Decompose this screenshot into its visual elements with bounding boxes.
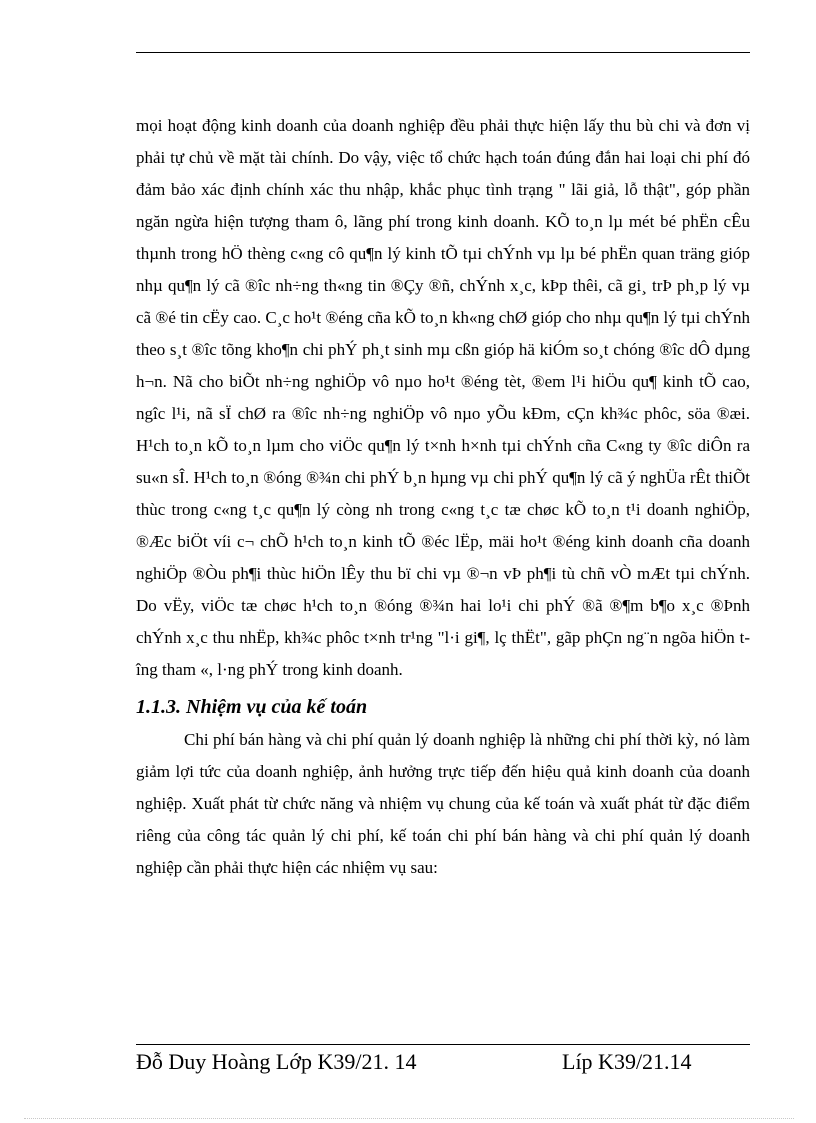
page-footer	[136, 1046, 750, 1078]
page-boundary	[24, 1118, 794, 1119]
header-rule	[136, 52, 750, 53]
page-body	[136, 110, 750, 884]
footer-class: Líp K39/21.14	[562, 1049, 692, 1074]
footer-author-class: Đỗ Duy Hoàng Lớp K39/21. 14	[136, 1049, 417, 1074]
body-paragraph: mọi hoạt động kinh doanh của doanh nghiệp đều phải thực hiện lấy thu bù chi và đơn vị phải tự chủ về mặt tài chính. Do vậy, việc tổ chức hạch toán đúng đắn hai loại chi phí đó đảm bảo xác định chính xác thu nhập, khắc phục tình trạng " lãi giả, lỗ thật", góp phần ngăn ngừa hiện tượng tham ô, lãng phí trong kinh doanh. KÕ to¸n lµ mét bé phËn cÊu thµnh trong hÖ thèng c«ng cô qu¶n lý kinh tÕ tµi chÝnh vµ lµ bé phËn quan träng gióp nhµ qu¶n lý cã ®îc nh÷ng th«ng tin ®Çy ®ñ, chÝnh x¸c, kÞp thêi, cã gi¸ trÞ ph¸p lý vµ cã ®é tin cËy cao. C¸c ho¹t ®éng cña kÕ to¸n kh«ng chØ gióp cho nhµ qu¶n lý tµi chÝnh theo s¸t ®îc tõng kho¶n chi phÝ ph¸t sinh mµ cßn gióp hä kiÓm so¸t chóng ®îc dÔ dµng h¬n. Nã cho biÕt nh÷ng nghiÖp vô nµo ho¹t ®éng tèt, ®em l¹i hiÖu qu¶ kinh tÕ cao, ngîc l¹i, nã sÏ chØ ra ®îc nh÷ng nghiÖp vô nµo yÕu kÐm, cÇn kh¾c phôc, söa ®æi. H¹ch to¸n kÕ to¸n lµm cho viÖc qu¶n lý t×nh h×nh tµi chÝnh cña C«ng ty ®îc diÔn ra su«n sÎ. H¹ch to¸n ®óng ®¾n chi phÝ b¸n hµng vµ chi phÝ qu¶n lý cã ý nghÜa rÊt thiÕt thùc trong c«ng t¸c qu¶n lý còng nh trong c«ng t¸c tæ chøc kÕ to¸n t¹i doanh nghiÖp, ®Æc biÖt víi c¬ chÕ h¹ch to¸n kinh tÕ ®éc lËp, mäi ho¹t ®éng kinh doanh cña doanh nghiÖp ®Òu ph¶i thùc hiÖn lÊy thu bï chi vµ ®¬n vÞ ph¶i tù chñ vÒ mÆt tµi chÝnh. Do vËy, viÖc tæ chøc h¹ch to¸n ®óng ®¾n hai lo¹i chi phÝ ®ã ®¶m b¶o x¸c ®Þnh chÝnh x¸c thu nhËp, kh¾c phôc t×nh tr¹ng "l·i gi¶, lç thËt", gãp phÇn ng¨n ngõa hiÖn tîng tham «, l·ng phÝ trong kinh doanh.	[136, 116, 750, 679]
body-paragraph: Chi phí bán hàng và chi phí quản lý doanh nghiệp là những chi phí thời kỳ, nó làm giảm lợi tức của doanh nghiệp, ảnh hưởng trực tiếp đến hiệu quả kinh doanh của doanh nghiệp. Xuất phát từ chức năng và nhiệm vụ chung của kế toán và xuất phát từ đặc điểm riêng của công tác quản lý chi phí, kế toán chi phí bán hàng và chi phí quản lý doanh nghiệp cần phải thực hiện các nhiệm vụ sau:	[136, 730, 750, 877]
footer-rule	[136, 1044, 750, 1045]
section-heading: 1.1.3. Nhiệm vụ của kế toán	[136, 696, 368, 718]
